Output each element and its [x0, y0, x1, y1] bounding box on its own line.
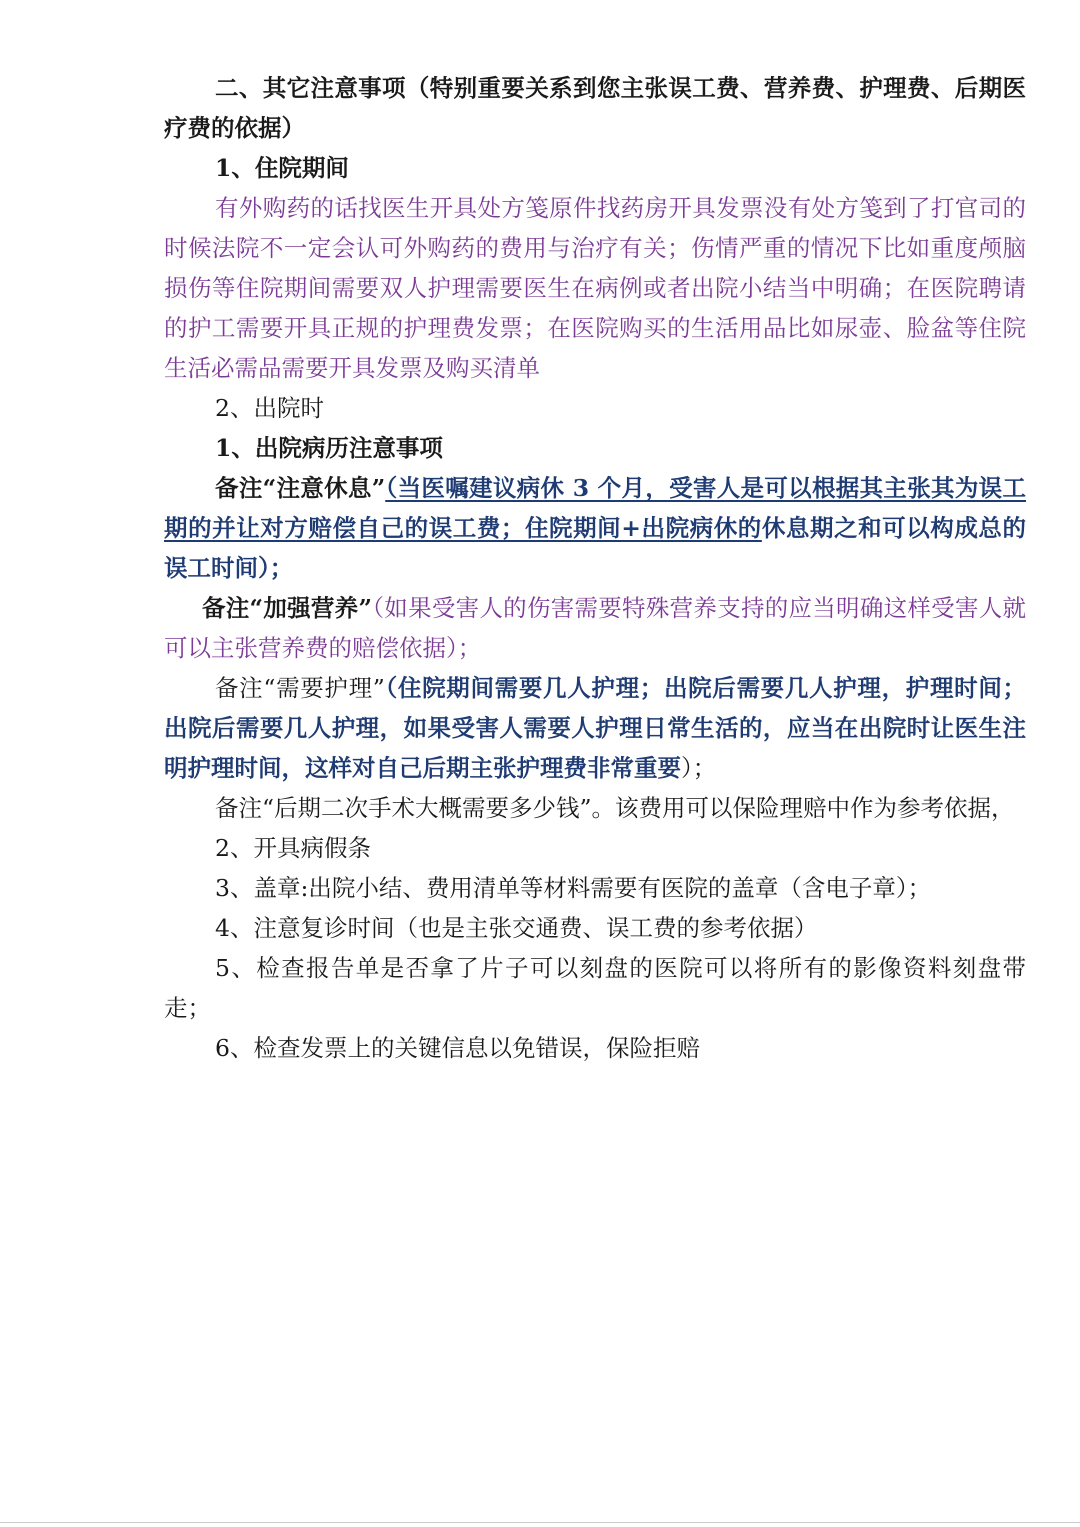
note-nutrition-body: （如果受害人的伤害需要特殊营养支持的应当明确这样受害人就可以主张营养费的赔偿依据）；: [164, 594, 1026, 662]
note-nursing: [164, 668, 1026, 788]
note-rest: [164, 468, 1026, 588]
note-surgery-cost: 备注“后期二次手术大概需要多少钱”。该费用可以保险理赔中作为参考依据，: [215, 794, 1015, 822]
list-item: 2、开具病假条: [215, 834, 371, 862]
section-heading: 二、其它注意事项（特别重要关系到您主张误工费、营养费、护理费、后期医疗费的依据）: [164, 74, 1026, 142]
section1-body: 有外购药的话找医生开具处方笺原件找药房开具发票没有处方笺到了打官司的时候法院不一定会认可外购药的费用与治疗有关；伤情严重的情况下比如重度颅脑损伤等住院期间需要双人护理需要医生在病例或者出院小结当中明确；在医院聘请的护工需要开具正规的护理费发票；在医院购买的生活用品比如尿壶、脸盆等住院生活必需品需要开具发票及购买清单: [164, 194, 1026, 382]
note-nursing-label: 备注“需要护理”: [215, 674, 385, 702]
note-nursing-tail: ）；: [681, 754, 717, 782]
note-nursing-body: （住院期间需要几人护理；出院后需要几人护理，护理时间；出院后需要几人护理，如果受害人需要人护理日常生活的，应当在出院时让医生注明护理时间，这样对自己后期主张护理费非常重要: [164, 674, 1027, 782]
list-item: 4、注意复诊时间（也是主张交通费、误工费的参考依据）: [215, 914, 818, 942]
list-item: 3、盖章:出院小结、费用清单等材料需要有医院的盖章（含电子章）；: [215, 874, 932, 902]
document-body: [164, 68, 1026, 1068]
section2-title: 2、出院时: [215, 394, 324, 422]
note-nutrition-label: 备注“加强营养”: [202, 594, 372, 622]
list-item: 5、检查报告单是否拿了片子可以刻盘的医院可以将所有的影像资料刻盘带走；: [164, 954, 1026, 1022]
note-rest-tail: 休息期之和可以构成总的误工时间）；: [164, 514, 1026, 582]
note-rest-label: 备注“注意休息”: [215, 474, 386, 502]
section1-title: 1、住院期间: [215, 154, 349, 182]
note-nutrition: [164, 588, 1026, 668]
subsection-title: 1、出院病历注意事项: [215, 434, 443, 462]
page-bottom-divider: [0, 1522, 1080, 1523]
list-item: 6、检查发票上的关键信息以免错误，保险拒赔: [215, 1034, 700, 1062]
note-rest-underlined: （当医嘱建议病休 3 个月，受害人是可以根据其主张其为误工期的并让对方赔偿自己的误工费；住院期间+出院病休的: [164, 474, 1026, 542]
